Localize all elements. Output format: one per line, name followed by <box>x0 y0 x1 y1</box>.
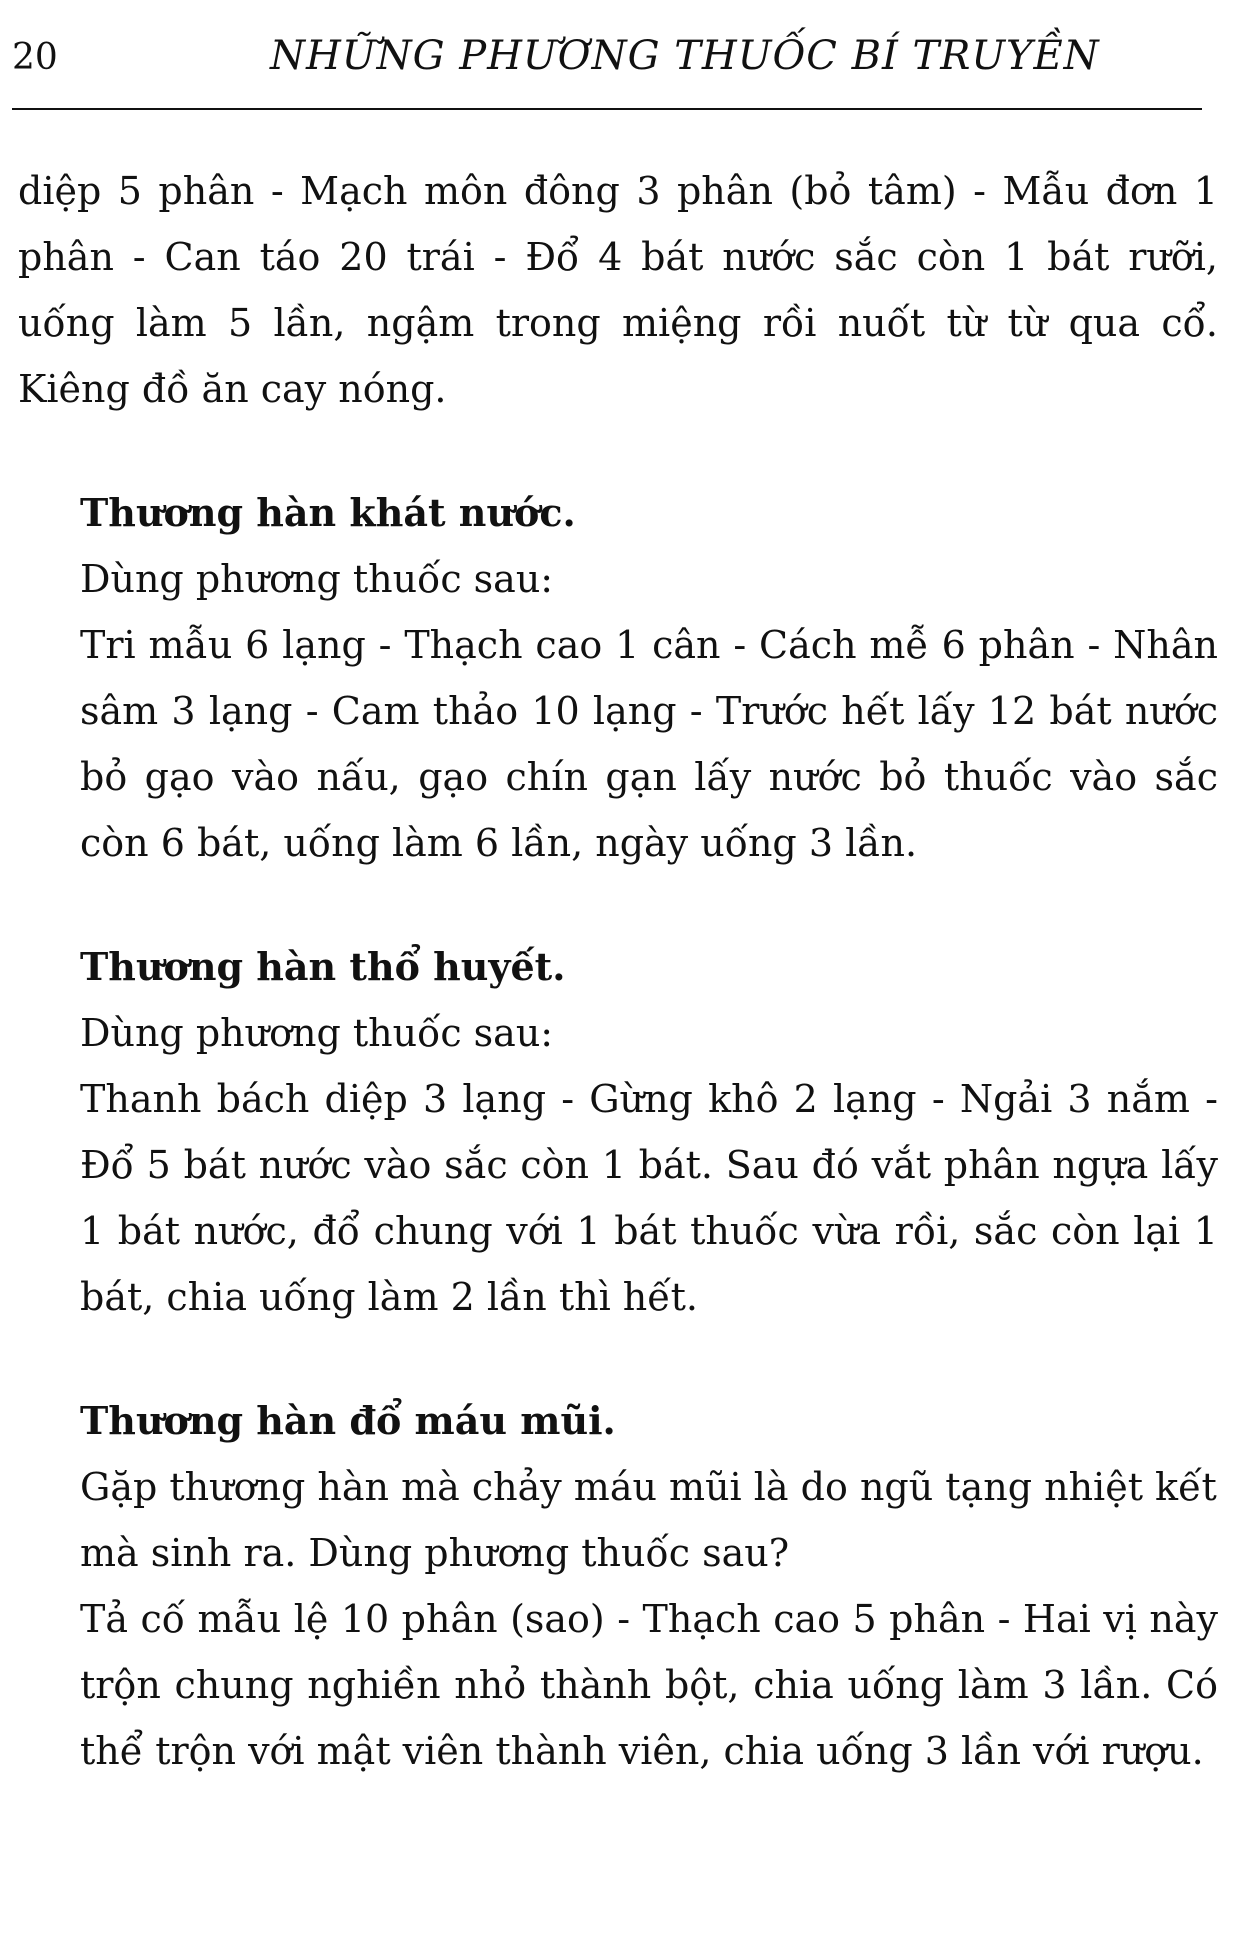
page-content <box>18 158 1218 1784</box>
header-rule <box>12 108 1202 110</box>
section-body: Tả cố mẫu lệ 10 phân (sao) - Thạch cao 5 phân - Hai vị này trộn chung nghiền nhỏ thành bột, chia uống làm 3 lần. Có thể trộn với mật viên thành viên, chia uống 3 lần với rượu. <box>80 1597 1218 1773</box>
section-vomiting-blood <box>18 934 1218 1330</box>
section-heading: Thương hàn khát nước. <box>80 490 576 535</box>
section-body: Tri mẫu 6 lạng - Thạch cao 1 cân - Cách mễ 6 phân - Nhân sâm 3 lạng - Cam thảo 10 lạng - Trước hết lấy 12 bát nước bỏ gạo vào nấu, gạo chín gạn lấy nước bỏ thuốc vào sắc còn 6 bát, uống làm 6 lần, ngày uống 3 lần. <box>80 623 1218 865</box>
section-heading: Thương hàn thổ huyết. <box>80 944 566 989</box>
section-intro: Dùng phương thuốc sau: <box>80 1011 554 1055</box>
running-title: NHỮNG PHƯƠNG THUỐC BÍ TRUYỀN <box>270 33 1100 79</box>
section-body: Thanh bách diệp 3 lạng - Gừng khô 2 lạng - Ngải 3 nắm - Đổ 5 bát nước vào sắc còn 1 bát. Sau đó vắt phân ngựa lấy 1 bát nước, đổ chung với 1 bát thuốc vừa rồi, sắc còn lại 1 bát, chia uống làm 2 lần thì hết. <box>80 1077 1218 1319</box>
section-heading: Thương hàn đổ máu mũi. <box>80 1398 616 1443</box>
section-intro: Gặp thương hàn mà chảy máu mũi là do ngũ tạng nhiệt kết mà sinh ra. Dùng phương thuốc sau? <box>80 1465 1217 1575</box>
section-intro: Dùng phương thuốc sau: <box>80 557 554 601</box>
opening-paragraph: diệp 5 phân - Mạch môn đông 3 phân (bỏ tâm) - Mẫu đơn 1 phân - Can táo 20 trái - Đổ 4 bát nước sắc còn 1 bát rưỡi, uống làm 5 lần, ngậm trong miệng rồi nuốt từ từ qua cổ. Kiêng đồ ăn cay nóng. <box>18 169 1218 411</box>
section-nosebleed <box>18 1388 1218 1784</box>
page-header <box>12 18 1202 114</box>
page-number: 20 <box>12 37 58 78</box>
section-thirst <box>18 480 1218 876</box>
